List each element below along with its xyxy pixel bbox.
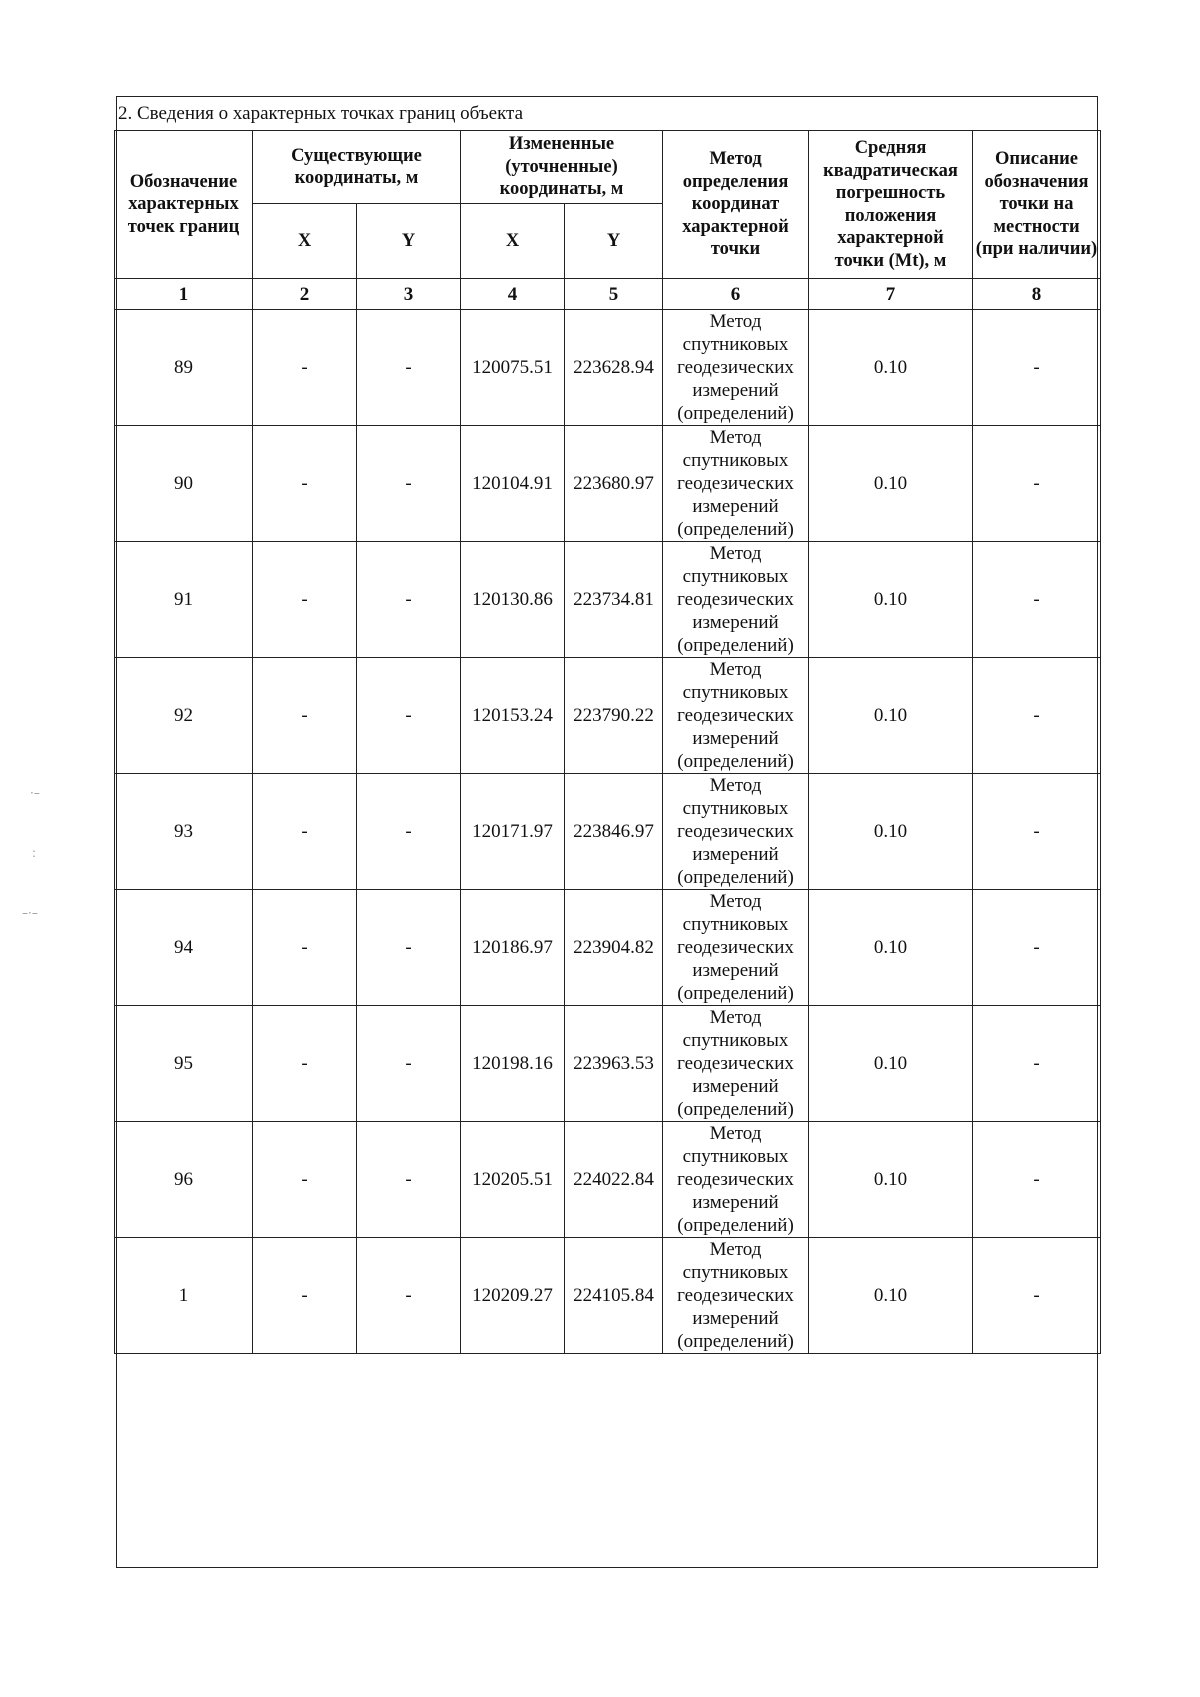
header-changed-x: X [461,204,565,279]
header-changed-coordinates: Измененные (уточненные) координаты, м [461,131,663,204]
table-row [115,774,1101,890]
point-id-cell: 1 [115,1238,253,1354]
header-changed-y: Y [565,204,663,279]
existing-y-cell: - [357,774,461,890]
changed-x-cell: 120153.24 [461,658,565,774]
existing-x-cell: - [253,1122,357,1238]
existing-x-cell: - [253,542,357,658]
existing-x-cell: - [253,1238,357,1354]
point-id-cell: 95 [115,1006,253,1122]
scan-speck: –·– [22,906,38,920]
column-number: 4 [461,279,565,310]
column-number: 5 [565,279,663,310]
existing-y-cell: - [357,542,461,658]
description-cell: - [973,1238,1101,1354]
error-cell: 0.10 [809,774,973,890]
scan-speck: : [32,846,37,860]
existing-x-cell: - [253,658,357,774]
existing-y-cell: - [357,1122,461,1238]
table-row [115,1006,1101,1122]
method-cell: Метод спутниковых геодезических измерений (определений) [663,658,809,774]
method-cell: Метод спутниковых геодезических измерений (определений) [663,1238,809,1354]
point-id-cell: 91 [115,542,253,658]
existing-x-cell: - [253,890,357,1006]
method-cell: Метод спутниковых геодезических измерений (определений) [663,774,809,890]
point-id-cell: 92 [115,658,253,774]
column-number: 6 [663,279,809,310]
existing-x-cell: - [253,1006,357,1122]
table-row [115,1238,1101,1354]
changed-x-cell: 120209.27 [461,1238,565,1354]
description-cell: - [973,658,1101,774]
changed-y-cell: 223790.22 [565,658,663,774]
method-cell: Метод спутниковых геодезических измерений (определений) [663,310,809,426]
method-cell: Метод спутниковых геодезических измерений (определений) [663,890,809,1006]
error-cell: 0.10 [809,1238,973,1354]
existing-x-cell: - [253,426,357,542]
changed-y-cell: 224022.84 [565,1122,663,1238]
column-number: 3 [357,279,461,310]
existing-y-cell: - [357,890,461,1006]
changed-y-cell: 223904.82 [565,890,663,1006]
changed-x-cell: 120104.91 [461,426,565,542]
column-number: 7 [809,279,973,310]
existing-y-cell: - [357,1006,461,1122]
changed-y-cell: 223846.97 [565,774,663,890]
changed-y-cell: 223680.97 [565,426,663,542]
changed-x-cell: 120205.51 [461,1122,565,1238]
header-description: Описание обозначения точки на местности (при наличии) [973,131,1101,279]
point-id-cell: 94 [115,890,253,1006]
existing-y-cell: - [357,310,461,426]
table-row [115,426,1101,542]
point-id-cell: 93 [115,774,253,890]
existing-y-cell: - [357,658,461,774]
header-existing-y: Y [357,204,461,279]
table-row [115,1122,1101,1238]
changed-x-cell: 120075.51 [461,310,565,426]
method-cell: Метод спутниковых геодезических измерений (определений) [663,1122,809,1238]
existing-x-cell: - [253,310,357,426]
error-cell: 0.10 [809,542,973,658]
header-error: Средняя квадратическая погрешность положения характерной точки (Mt), м [809,131,973,279]
boundary-points-table [114,130,1101,1354]
changed-y-cell: 223734.81 [565,542,663,658]
column-number: 2 [253,279,357,310]
existing-y-cell: - [357,1238,461,1354]
error-cell: 0.10 [809,1006,973,1122]
point-id-cell: 90 [115,426,253,542]
existing-x-cell: - [253,774,357,890]
error-cell: 0.10 [809,658,973,774]
changed-x-cell: 120186.97 [461,890,565,1006]
changed-y-cell: 223628.94 [565,310,663,426]
column-number: 8 [973,279,1101,310]
description-cell: - [973,890,1101,1006]
header-row [115,131,1101,204]
changed-y-cell: 224105.84 [565,1238,663,1354]
header-method: Метод определения координат характерной точки [663,131,809,279]
description-cell: - [973,774,1101,890]
error-cell: 0.10 [809,1122,973,1238]
table-row [115,542,1101,658]
table-row [115,890,1101,1006]
header-designation: Обозначение характерных точек границ [115,131,253,279]
table-row [115,310,1101,426]
header-existing-coordinates: Существующие координаты, м [253,131,461,204]
method-cell: Метод спутниковых геодезических измерений (определений) [663,426,809,542]
error-cell: 0.10 [809,426,973,542]
description-cell: - [973,1122,1101,1238]
method-cell: Метод спутниковых геодезических измерений (определений) [663,1006,809,1122]
description-cell: - [973,310,1101,426]
method-cell: Метод спутниковых геодезических измерений (определений) [663,542,809,658]
header-existing-x: X [253,204,357,279]
section-title: 2. Сведения о характерных точках границ объекта [118,103,524,124]
column-number-row [115,279,1101,310]
error-cell: 0.10 [809,890,973,1006]
existing-y-cell: - [357,426,461,542]
column-number: 1 [115,279,253,310]
point-id-cell: 89 [115,310,253,426]
table-row [115,658,1101,774]
point-id-cell: 96 [115,1122,253,1238]
description-cell: - [973,426,1101,542]
error-cell: 0.10 [809,310,973,426]
changed-x-cell: 120171.97 [461,774,565,890]
description-cell: - [973,1006,1101,1122]
scan-speck: ·– [30,786,40,800]
changed-y-cell: 223963.53 [565,1006,663,1122]
changed-x-cell: 120198.16 [461,1006,565,1122]
changed-x-cell: 120130.86 [461,542,565,658]
description-cell: - [973,542,1101,658]
